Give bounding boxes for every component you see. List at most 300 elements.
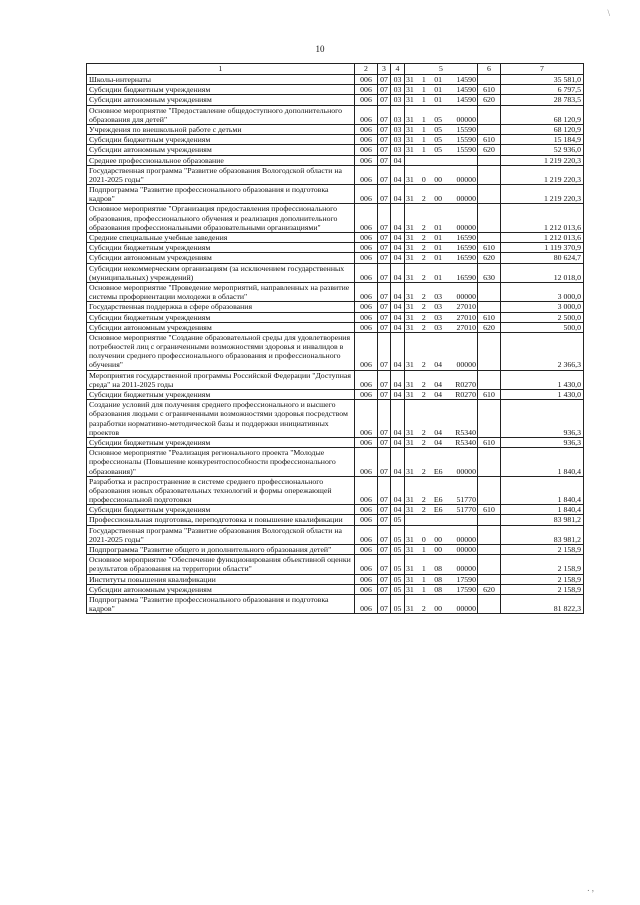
row-name: Субсидии автономным учреждениям [87,145,355,155]
row-expense-type [478,204,501,233]
row-ministry-code: 006 [355,400,378,438]
row-name: Школы-интернаты [87,75,355,85]
row-amount: 81 822,3 [501,594,584,613]
target-article-parts [406,115,476,124]
target-article-part: 2 [421,233,426,242]
row-name: Создание условий для получения среднего профессионального и высшего образования людьми с ограниченными возможностями здоровья посредством разработки нормативно-методической базы и поддержки инициативных проектов [87,400,355,438]
row-expense-type [478,525,501,544]
target-article-part: 15590 [456,135,476,145]
target-article-parts [406,604,476,613]
target-article-parts [406,175,476,184]
row-expense-type [478,124,501,134]
row-target-article [405,282,478,301]
table-row [87,390,584,400]
row-subsection-code: 03 [391,124,405,134]
row-subsection-code: 04 [391,185,405,204]
row-target-article [405,253,478,263]
row-section-code: 07 [378,332,391,370]
row-subsection-code: 04 [391,400,405,438]
target-article-parts [406,75,476,84]
row-subsection-code: 04 [391,243,405,253]
target-article-parts [406,223,476,232]
row-name: Основное мероприятие "Реализация регионального проекта "Молодые профессионалы (Повышение конкурентоспособности профессионального образования)" [87,448,355,477]
target-article-part: 31 [406,174,414,184]
target-article-part: 2 [421,194,426,204]
table-row [87,594,584,613]
table-row [87,545,584,555]
row-section-code: 07 [378,515,391,525]
target-article-part: 14590 [456,75,476,84]
row-ministry-code: 006 [355,312,378,322]
row-name: Основное мероприятие "Организация предоставления профессионального образования, профессионального обучения и реализация дополнительного образования профессиональными образовательными организациями" [87,204,355,233]
row-subsection-code: 04 [391,253,405,263]
row-amount: 1 430,0 [501,370,584,389]
table-row [87,124,584,134]
target-article-part: 05 [434,135,443,145]
target-article-part: 00 [434,604,443,614]
row-subsection-code: 05 [391,594,405,613]
row-subsection-code: 04 [391,155,405,165]
row-subsection-code: 04 [391,263,405,282]
target-article-part: 31 [406,95,414,105]
row-ministry-code: 006 [355,263,378,282]
target-article-part: 1 [421,545,426,554]
row-ministry-code: 006 [355,282,378,301]
target-article-part: 31 [406,114,414,124]
row-amount: 2 158,9 [501,555,584,574]
target-article-part: 31 [406,85,414,95]
row-expense-type: 610 [478,85,501,95]
row-target-article [405,545,478,555]
target-article-part: 27010 [456,302,476,312]
target-article-part: 2 [421,253,426,263]
row-expense-type: 610 [478,390,501,400]
row-amount: 2 158,9 [501,574,584,584]
target-article-part: 00 [434,534,443,544]
header-col-5: 5 [405,64,478,75]
target-article-parts [406,585,476,594]
target-article-part: 2 [421,379,426,389]
target-article-part: 31 [406,427,414,437]
row-ministry-code: 006 [355,390,378,400]
row-amount: 15 184,9 [501,135,584,145]
target-article-part: 00000 [456,545,476,554]
target-article-part: 31 [406,584,414,594]
row-name: Профессиональная подготовка, переподготовка и повышение квалификации [87,515,355,525]
target-article-part: 2 [421,312,426,322]
target-article-part: 31 [406,564,414,574]
row-ministry-code: 006 [355,165,378,184]
row-name: Государственная программа "Развитие образования Вологодской области на 2021-2025 годы" [87,525,355,544]
row-amount: 52 936,0 [501,145,584,155]
row-section-code: 07 [378,505,391,515]
row-expense-type [478,400,501,438]
table-row [87,185,584,204]
target-article-part: 31 [406,379,414,389]
target-article-part: 2 [421,272,426,282]
target-article-part: 1 [421,114,426,124]
row-subsection-code: 04 [391,204,405,233]
row-subsection-code: 04 [391,302,405,312]
row-target-article [405,85,478,95]
target-article-part: 01 [434,95,443,105]
row-amount: 2 158,9 [501,584,584,594]
row-amount: 1 212 013,6 [501,233,584,243]
target-article-part: 31 [406,272,414,282]
row-section-code: 07 [378,243,391,253]
row-expense-type: 620 [478,584,501,594]
row-ministry-code: 006 [355,243,378,253]
target-article-part: 31 [406,75,414,84]
table-row [87,145,584,155]
row-section-code: 07 [378,105,391,124]
table-row [87,574,584,584]
row-ministry-code: 006 [355,185,378,204]
row-target-article [405,165,478,184]
row-ministry-code: 006 [355,124,378,134]
target-article-part: 1 [421,124,426,134]
target-article-part: 01 [434,243,443,253]
row-expense-type: 630 [478,263,501,282]
target-article-part: 01 [434,85,443,95]
target-article-part: 1 [421,95,426,105]
header-col-7: 7 [501,64,584,75]
target-article-parts [406,390,476,399]
row-target-article [405,390,478,400]
table-row [87,75,584,85]
row-subsection-code: 05 [391,545,405,555]
target-article-part: 03 [434,292,443,302]
row-name: Подпрограмма "Развитие профессионального образования и подготовка кадров" [87,594,355,613]
row-section-code: 07 [378,545,391,555]
row-target-article [405,574,478,584]
row-ministry-code: 006 [355,85,378,95]
row-subsection-code: 04 [391,390,405,400]
target-article-part: R5340 [455,437,476,447]
target-article-part: 05 [434,124,443,134]
target-article-part: 27010 [456,312,476,322]
row-name: Разработка и распространение в системе среднего профессионального образования новых образовательных технологий и формы опережающей профессиональной подготовки [87,476,355,505]
target-article-part: 31 [406,145,414,155]
row-expense-type: 610 [478,505,501,515]
target-article-part: 00 [434,545,443,554]
page-number: 10 [315,44,325,54]
header-col-3: 3 [378,64,391,75]
row-target-article [405,515,478,525]
target-article-parts [406,323,476,332]
row-expense-type: 620 [478,322,501,332]
row-amount: 80 624,7 [501,253,584,263]
row-target-article [405,105,478,124]
target-article-part: 01 [434,272,443,282]
target-article-part: 31 [406,253,414,263]
row-ministry-code: 006 [355,75,378,85]
row-name: Субсидии бюджетным учреждениям [87,243,355,253]
target-article-part: 31 [406,135,414,145]
target-article-part: 08 [434,564,443,574]
row-amount: 1 119 370,9 [501,243,584,253]
row-amount: 2 366,3 [501,332,584,370]
target-article-part: 2 [421,292,426,302]
row-section-code: 07 [378,322,391,332]
row-section-code: 07 [378,124,391,134]
bottom-mark: . , [587,883,594,893]
table-row [87,332,584,370]
target-article-part: 2 [421,505,426,515]
target-article-part: 31 [406,233,414,242]
row-name: Институты повышения квалификации [87,574,355,584]
row-amount: 35 581,0 [501,75,584,85]
row-section-code: 07 [378,165,391,184]
row-ministry-code: 006 [355,594,378,613]
target-article-part: 1 [421,574,426,584]
row-subsection-code: 04 [391,312,405,322]
target-article-part: 16590 [456,253,476,263]
table-row [87,505,584,515]
row-amount: 3 000,0 [501,302,584,312]
row-subsection-code: 04 [391,322,405,332]
row-amount: 936,3 [501,400,584,438]
table-row [87,135,584,145]
target-article-part: 31 [406,466,414,476]
target-article-parts [406,380,476,389]
row-target-article [405,204,478,233]
row-name: Субсидии бюджетным учреждениям [87,390,355,400]
target-article-part: R0270 [455,379,476,389]
row-name: Субсидии бюджетным учреждениям [87,85,355,95]
row-amount: 936,3 [501,437,584,447]
target-article-parts [406,438,476,447]
table-row [87,243,584,253]
target-article-part: 1 [421,75,426,84]
row-section-code: 07 [378,204,391,233]
row-name: Субсидии бюджетным учреждениям [87,312,355,322]
target-article-part: E6 [433,505,443,515]
row-ministry-code: 006 [355,302,378,312]
row-subsection-code: 04 [391,476,405,505]
row-ministry-code: 006 [355,515,378,525]
target-article-parts [406,253,476,262]
target-article-part: 1 [421,145,426,155]
table-row [87,282,584,301]
target-article-part: 04 [434,360,443,370]
table-row [87,400,584,438]
target-article-part: 27010 [456,322,476,332]
row-subsection-code: 05 [391,555,405,574]
row-name: Субсидии автономным учреждениям [87,322,355,332]
table-row [87,204,584,233]
target-article-part: 31 [406,437,414,447]
row-section-code: 07 [378,233,391,243]
target-article-part: 00000 [456,604,476,614]
row-amount: 3 000,0 [501,282,584,301]
table-row [87,263,584,282]
row-amount: 68 120,9 [501,105,584,124]
row-ministry-code: 006 [355,448,378,477]
row-target-article [405,185,478,204]
table-row [87,85,584,95]
target-article-part: 01 [434,253,443,263]
row-subsection-code: 04 [391,370,405,389]
header-row [87,64,584,75]
row-expense-type [478,105,501,124]
table-row [87,476,584,505]
row-amount: 500,0 [501,322,584,332]
row-name: Средние специальные учебные заведения [87,233,355,243]
target-article-part: 01 [434,222,443,232]
target-article-parts [406,313,476,322]
target-article-parts [406,575,476,584]
row-name: Субсидии автономным учреждениям [87,584,355,594]
row-section-code: 07 [378,400,391,438]
row-target-article [405,400,478,438]
target-article-part: 31 [406,604,414,614]
target-article-part: 16590 [456,243,476,253]
row-expense-type: 620 [478,95,501,105]
table-row [87,515,584,525]
row-name: Мероприятия государственной программы Российской Федерации "Доступная среда" на 2011-2025 годы [87,370,355,389]
row-expense-type [478,155,501,165]
target-article-part: 00000 [456,292,476,302]
table-row [87,322,584,332]
target-article-part: 08 [434,574,443,584]
row-section-code: 07 [378,253,391,263]
row-name: Субсидии бюджетным учреждениям [87,505,355,515]
target-article-part: 1 [421,135,426,145]
row-amount: 1 219 220,3 [501,155,584,165]
header-col-6: 6 [478,64,501,75]
row-expense-type [478,515,501,525]
table-row [87,233,584,243]
row-ministry-code: 006 [355,322,378,332]
target-article-part: 2 [421,466,426,476]
row-amount: 1 840,4 [501,476,584,505]
table-row [87,525,584,544]
target-article-part: 31 [406,534,414,544]
row-target-article [405,302,478,312]
row-ministry-code: 006 [355,574,378,584]
row-subsection-code: 05 [391,584,405,594]
row-amount: 1 840,4 [501,448,584,477]
row-name: Основное мероприятие "Обеспечение функционирования объективной оценки результатов образования на территории области" [87,555,355,574]
target-article-part: 31 [406,545,414,554]
target-article-parts [406,233,476,242]
row-ministry-code: 006 [355,437,378,447]
target-article-parts [406,292,476,301]
target-article-part: 14590 [456,95,476,105]
row-amount: 2 500,0 [501,312,584,322]
target-article-part: 31 [406,495,414,505]
row-subsection-code: 04 [391,165,405,184]
row-section-code: 07 [378,185,391,204]
row-section-code: 07 [378,594,391,613]
row-subsection-code: 03 [391,135,405,145]
row-name: Среднее профессиональное образование [87,155,355,165]
row-amount: 1 219 220,3 [501,165,584,184]
target-article-part: 31 [406,360,414,370]
row-subsection-code: 04 [391,233,405,243]
target-article-part: 1 [421,584,426,594]
target-article-part: 1 [421,564,426,574]
target-article-parts [406,535,476,544]
target-article-part: 31 [406,390,414,399]
target-article-part: 14590 [456,85,476,95]
row-name: Основное мероприятие "Создание образовательной среды для удовлетворения потребностей лиц с ограниченными возможностями здоровья и инвалидов в получении среднего профессионального образования и профессионального обучения" [87,332,355,370]
row-ministry-code: 006 [355,584,378,594]
row-target-article [405,233,478,243]
target-article-part: 51770 [456,495,476,505]
row-expense-type [478,370,501,389]
row-ministry-code: 006 [355,476,378,505]
row-expense-type: 610 [478,243,501,253]
row-target-article [405,437,478,447]
row-ministry-code: 006 [355,155,378,165]
row-ministry-code: 006 [355,332,378,370]
target-article-part: 05 [434,114,443,124]
row-ministry-code: 006 [355,135,378,145]
row-subsection-code: 03 [391,145,405,155]
target-article-part: 2 [421,243,426,253]
row-target-article [405,312,478,322]
row-section-code: 07 [378,75,391,85]
target-article-part: 31 [406,292,414,302]
target-article-parts [406,135,476,144]
row-expense-type [478,302,501,312]
target-article-parts [406,428,476,437]
row-target-article [405,95,478,105]
target-article-part: 08 [434,584,443,594]
row-name: Основное мероприятие "Предоставление общедоступного дополнительного образования для детей" [87,105,355,124]
row-expense-type: 610 [478,312,501,322]
row-section-code: 07 [378,85,391,95]
target-article-part: 15590 [456,145,476,155]
row-target-article [405,370,478,389]
row-ministry-code: 006 [355,95,378,105]
target-article-part: 0 [421,534,426,544]
table-row [87,165,584,184]
target-article-part: 2 [421,302,426,312]
row-expense-type [478,476,501,505]
target-article-parts [406,85,476,94]
row-amount: 28 783,5 [501,95,584,105]
table-row [87,448,584,477]
row-section-code: 07 [378,437,391,447]
row-ministry-code: 006 [355,145,378,155]
row-target-article [405,555,478,574]
row-amount: 1 840,4 [501,505,584,515]
row-expense-type [478,555,501,574]
row-expense-type: 610 [478,135,501,145]
row-target-article [405,332,478,370]
row-expense-type [478,282,501,301]
row-section-code: 07 [378,302,391,312]
target-article-part: 00000 [456,564,476,574]
table-row [87,312,584,322]
target-article-part: 2 [421,322,426,332]
row-ministry-code: 006 [355,555,378,574]
header-col-1: 1 [87,64,355,75]
target-article-part: 05 [434,145,443,155]
target-article-part: 17590 [456,584,476,594]
table-row [87,555,584,574]
target-article-part: 31 [406,194,414,204]
row-section-code: 07 [378,145,391,155]
target-article-parts [406,273,476,282]
row-section-code: 07 [378,155,391,165]
target-article-part: 31 [406,243,414,253]
target-article-part: 31 [406,322,414,332]
target-article-part: 01 [434,233,443,242]
